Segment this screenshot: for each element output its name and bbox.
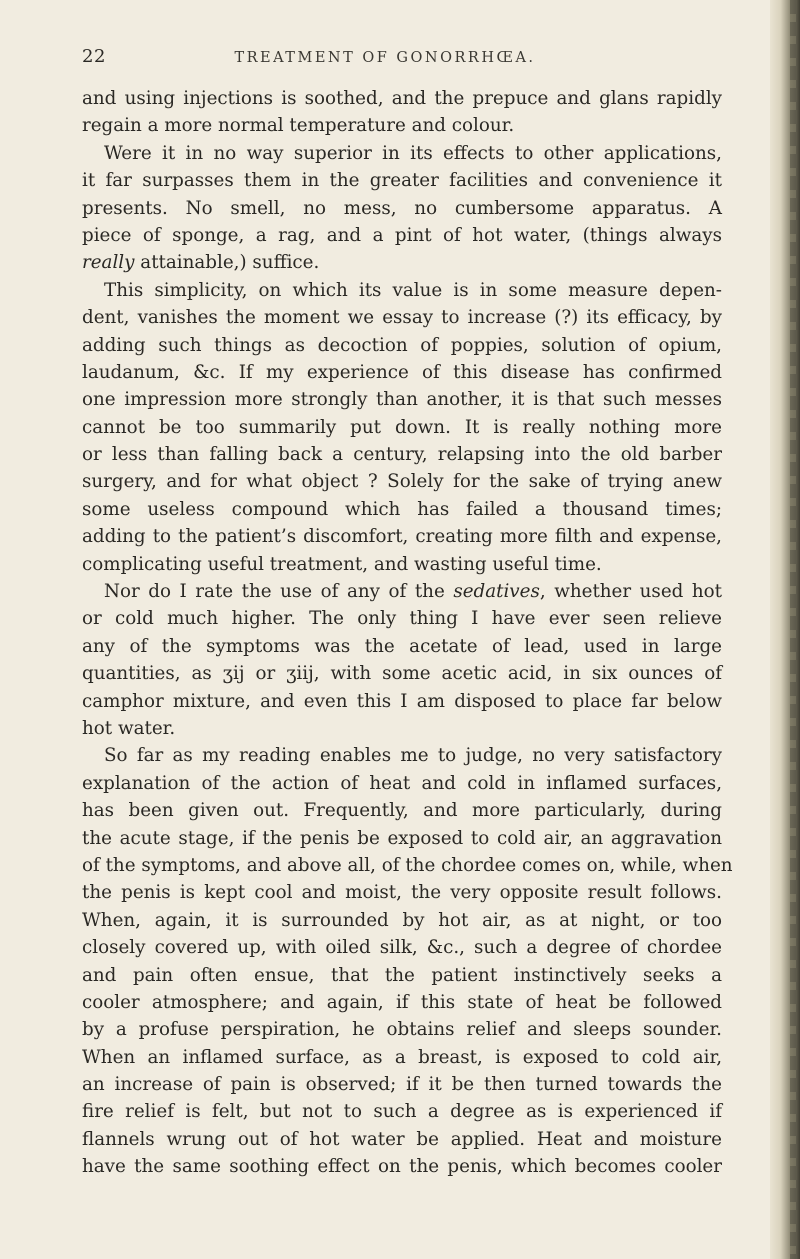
text-line: of the symptoms, and above all, of the chordee comes on, while, when bbox=[82, 854, 733, 876]
text-line bbox=[82, 578, 722, 605]
text-line: have the same soothing effect on the penis, which becomes cooler bbox=[82, 1156, 722, 1178]
text-line: hot water. bbox=[82, 717, 176, 739]
text-line: When an inflamed surface, as a breast, is exposed to cold air, bbox=[82, 1046, 722, 1068]
text-line: So far as my reading enables me to judge, no very satisfactory bbox=[104, 745, 722, 767]
text-line: explanation of the action of heat and cold in inflamed surfaces, bbox=[82, 772, 722, 794]
text-line: it far surpasses them in the greater facilities and convenience it bbox=[82, 170, 722, 192]
text-line: presents. No smell, no mess, no cumbersome apparatus. A bbox=[82, 197, 722, 219]
binding-edge bbox=[790, 0, 796, 1259]
text-line: the penis is kept cool and moist, the very opposite result follows. bbox=[82, 882, 722, 904]
text-line: piece of sponge, a rag, and a pint of hot water, (things always bbox=[82, 224, 722, 246]
text-line: and pain often ensue, that the patient instinctively seeks a bbox=[82, 964, 722, 986]
text-line: When, again, it is surrounded by hot air, as at night, or too bbox=[82, 909, 722, 931]
text-line: and using injections is soothed, and the prepuce and glans rapidly bbox=[82, 88, 722, 109]
page-number: 22 bbox=[82, 46, 106, 67]
text-line: regain a more normal temperature and colour. bbox=[82, 115, 515, 137]
text-line: any of the symptoms was the acetate of lead, used in large bbox=[82, 635, 722, 657]
text-line bbox=[82, 249, 722, 276]
text-line: camphor mixture, and even this I am disposed to place far below bbox=[82, 690, 722, 712]
text-line: This simplicity, on which its value is in some measure depen- bbox=[104, 279, 722, 301]
text-line: adding to the patient’s discomfort, creating more filth and expense, bbox=[82, 526, 722, 548]
text-line: surgery, and for what object ? Solely for the sake of trying anew bbox=[82, 471, 722, 493]
text-line: or cold much higher. The only thing I have ever seen relieve bbox=[82, 608, 722, 630]
text-line: has been given out. Frequently, and more particularly, during bbox=[82, 800, 722, 822]
line-start: Nor do I rate the use of any of the bbox=[104, 581, 454, 603]
italic-word: really bbox=[82, 252, 135, 274]
text-line: Were it in no way superior in its effects to other applications, bbox=[104, 142, 722, 164]
text-line: cooler atmosphere; and again, if this state of heat be followed bbox=[82, 991, 722, 1013]
text-line: an increase of pain is observed; if it be then turned towards the bbox=[82, 1074, 722, 1096]
running-head: TREATMENT OF GONORRHŒA. bbox=[234, 50, 536, 66]
text-line: the acute stage, if the penis be exposed to cold air, an aggravation bbox=[82, 827, 722, 849]
line-remainder: attainable,) suffice. bbox=[134, 252, 320, 274]
text-line: one impression more strongly than another, it is that such messes bbox=[82, 389, 722, 411]
text-line: dent, vanishes the moment we essay to increase (?) its efficacy, by bbox=[82, 307, 722, 329]
text-line: cannot be too summarily put down. It is really nothing more bbox=[82, 416, 722, 438]
text-line: quantities, as ʒij or ʒiij, with some acetic acid, in six ounces of bbox=[82, 663, 722, 685]
text-line: adding such things as decoction of poppies, solution of opium, bbox=[82, 334, 722, 356]
text-line: or less than falling back a century, relapsing into the old barber bbox=[82, 444, 722, 466]
text-line: closely covered up, with oiled silk, &c., such a degree of chordee bbox=[82, 937, 722, 959]
text-line: some useless compound which has failed a thousand times; bbox=[82, 498, 722, 520]
text-line: by a profuse perspiration, he obtains relief and sleeps sounder. bbox=[82, 1019, 722, 1041]
italic-word: sedatives bbox=[453, 581, 540, 603]
text-line: laudanum, &c. If my experience of this disease has confirmed bbox=[82, 361, 722, 383]
body-text bbox=[82, 85, 733, 1181]
text-line: fire relief is felt, but not to such a degree as is experienced if bbox=[82, 1101, 722, 1123]
text-line: flannels wrung out of hot water be applied. Heat and moisture bbox=[82, 1128, 722, 1150]
line-remainder: , whether used hot bbox=[539, 581, 723, 603]
text-line: complicating useful treatment, and wasting useful time. bbox=[82, 553, 602, 575]
